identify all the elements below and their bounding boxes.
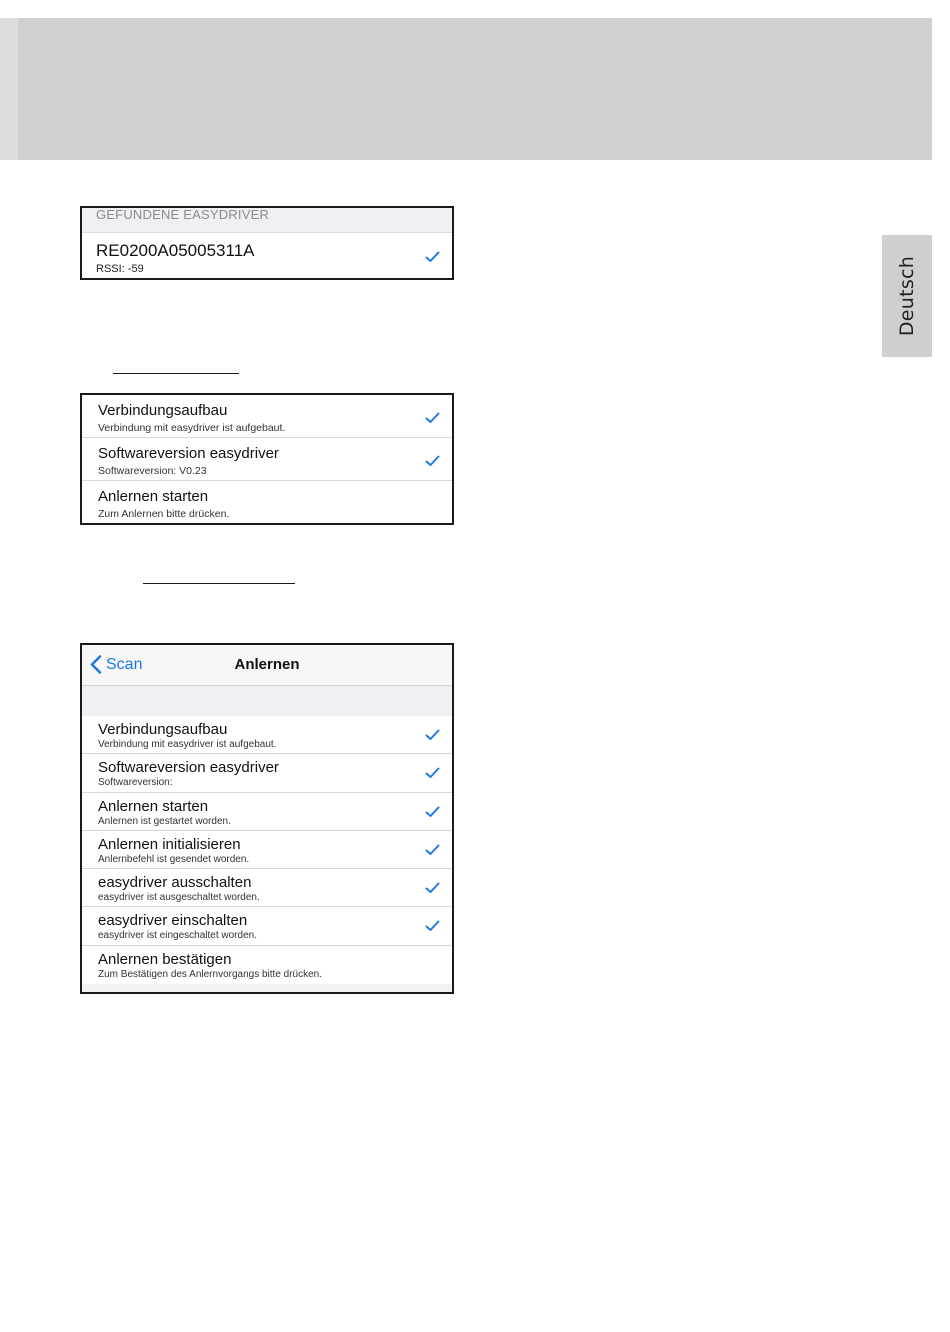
step-row xyxy=(82,438,452,481)
step-title: Anlernen bestätigen xyxy=(98,950,232,968)
connect-steps-screenshot xyxy=(80,393,454,525)
found-devices-screenshot xyxy=(80,206,454,280)
text-underline xyxy=(143,583,295,584)
start-learning-row[interactable] xyxy=(82,481,452,524)
language-tab-label: Deutsch xyxy=(896,255,918,337)
step-title: Anlernen initialisieren xyxy=(98,835,241,853)
step-row xyxy=(82,831,452,869)
step-title: easydriver einschalten xyxy=(98,912,248,930)
checkmark-icon xyxy=(425,806,440,818)
learn-screen-screenshot xyxy=(80,643,454,994)
step-row xyxy=(82,869,452,907)
text-underline xyxy=(113,373,239,374)
step-subtitle: Softwareversion: V0.23 xyxy=(98,465,207,477)
step-title: Verbindungsaufbau xyxy=(98,402,228,419)
confirm-learning-row[interactable] xyxy=(82,946,452,984)
step-subtitle: Softwareversion: xyxy=(98,777,173,789)
device-row[interactable] xyxy=(82,233,452,278)
step-subtitle: Anlernen ist gestartet worden. xyxy=(98,815,231,827)
checkmark-icon xyxy=(425,844,440,856)
step-title: Softwareversion easydriver xyxy=(98,759,279,777)
section-spacer xyxy=(82,686,452,716)
checkmark-icon xyxy=(425,729,440,741)
step-row xyxy=(82,395,452,438)
device-id: RE0200A05005311A xyxy=(96,241,255,260)
device-rssi: RSSI: -59 xyxy=(96,263,144,275)
nav-bar xyxy=(82,645,452,686)
checkmark-icon xyxy=(425,920,440,932)
checkmark-icon xyxy=(425,882,440,894)
step-subtitle: Anlernbefehl ist gesendet worden. xyxy=(98,853,250,865)
step-subtitle: easydriver ist ausgeschaltet worden. xyxy=(98,892,260,904)
section-header: GEFUNDENE EASYDRIVER xyxy=(82,208,452,233)
back-label: Scan xyxy=(106,655,143,673)
language-tab xyxy=(882,235,932,357)
step-title: Softwareversion easydriver xyxy=(98,445,279,462)
step-row xyxy=(82,907,452,945)
step-subtitle: Verbindung mit easydriver ist aufgebaut. xyxy=(98,422,286,434)
step-title: Anlernen starten xyxy=(98,488,209,505)
checkmark-icon xyxy=(425,412,440,424)
header-band xyxy=(18,18,932,160)
checkmark-icon xyxy=(425,455,440,467)
step-title: Verbindungsaufbau xyxy=(98,721,228,738)
step-subtitle: Zum Bestätigen des Anlernvorgangs bitte drücken. xyxy=(98,968,323,980)
step-row xyxy=(82,716,452,754)
step-subtitle: Verbindung mit easydriver ist aufgebaut. xyxy=(98,739,277,750)
step-subtitle: easydriver ist eingeschaltet worden. xyxy=(98,930,257,942)
checkmark-icon xyxy=(425,767,440,779)
step-row xyxy=(82,793,452,831)
page-title: Anlernen xyxy=(234,656,300,673)
checkmark-icon xyxy=(425,251,440,263)
header-edge xyxy=(0,18,18,160)
step-title: Anlernen starten xyxy=(98,797,209,815)
step-subtitle: Zum Anlernen bitte drücken. xyxy=(98,508,230,520)
step-title: easydriver ausschalten xyxy=(98,874,252,892)
step-row xyxy=(82,754,452,792)
